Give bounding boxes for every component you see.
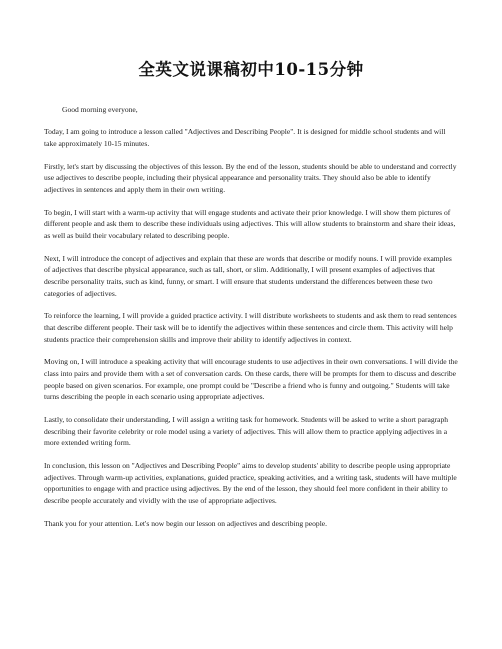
paragraph-guided-practice: To reinforce the learning, I will provide a guided practice activity. I will distribute worksheets to students and ask them to read sentences that describe different people. Their task will be to identify the adjectives within these sentences and circle them. This activity will help students practice their comprehension skills and improve their ability to identify adjectives in context. xyxy=(44,311,457,344)
paragraph-warm-up: To begin, I will start with a warm-up activity that will engage students and activate their prior knowledge. I will show them pictures of different people and ask them to describe these individuals using adjectives. This will allow students to brainstorm and share their ideas, as well as build their vocabulary related to describing people. xyxy=(44,207,456,240)
paragraph-closing: Thank you for your attention. Let's now begin our lesson on adjectives and describing people. xyxy=(44,518,328,528)
paragraph-objectives: Firstly, let's start by discussing the objectives of this lesson. By the end of the lesson, students should be able to understand and correctly use adjectives to describe people, including their physical appearance and personality traits. They should also be able to identify adjectives in sentences and apply them in their own writing. xyxy=(44,161,457,194)
document-title: 全英文说课稿初中10-15分钟 xyxy=(138,60,364,79)
paragraph-speaking-activity: Moving on, I will introduce a speaking activity that will encourage students to use adjectives in their own conversations. I will divide the class into pairs and provide them with a set of conversation cards. On these cards, there will be prompts for them to discuss and describe people based on given scenarios. For example, one prompt could be "Describe a friend who is funny and outgoing." Students will take turns describing the people in each scenario using appropriate adjectives. xyxy=(44,357,458,402)
paragraph-intro: Today, I am going to introduce a lesson called "Adjectives and Describing People". It is designed for middle school students and will take approximately 10-15 minutes. xyxy=(44,127,446,148)
paragraph-conclusion: In conclusion, this lesson on "Adjectives and Describing People" aims to develop students' ability to describe people using appropriate adjectives. Through warm-up activities, explanations, guided practice, speaking activities, and a writing task, students will have multiple opportunities to engage with and practice using adjectives. By the end of the lesson, they should feel more confident in their ability to describe people accurately and vividly with the use of appropriate adjectives. xyxy=(44,461,457,506)
paragraph-concept: Next, I will introduce the concept of adjectives and explain that these are words that describe or modify nouns. I will provide examples of adjectives that describe physical appearance, such as tall, short, or slim. Additionally, I will present examples of adjectives that describe personality traits, such as kind, funny, or smart. I will ensure that students understand the differences between these two categories of adjectives. xyxy=(44,253,452,298)
greeting-paragraph: Good morning everyone, xyxy=(62,105,138,114)
paragraph-homework: Lastly, to consolidate their understanding, I will assign a writing task for homework. Students will be asked to write a short paragraph describing their favorite celebrity or role model using a variety of adjectives. This will allow them to practice applying adjectives in a more extended writing form. xyxy=(44,415,449,448)
